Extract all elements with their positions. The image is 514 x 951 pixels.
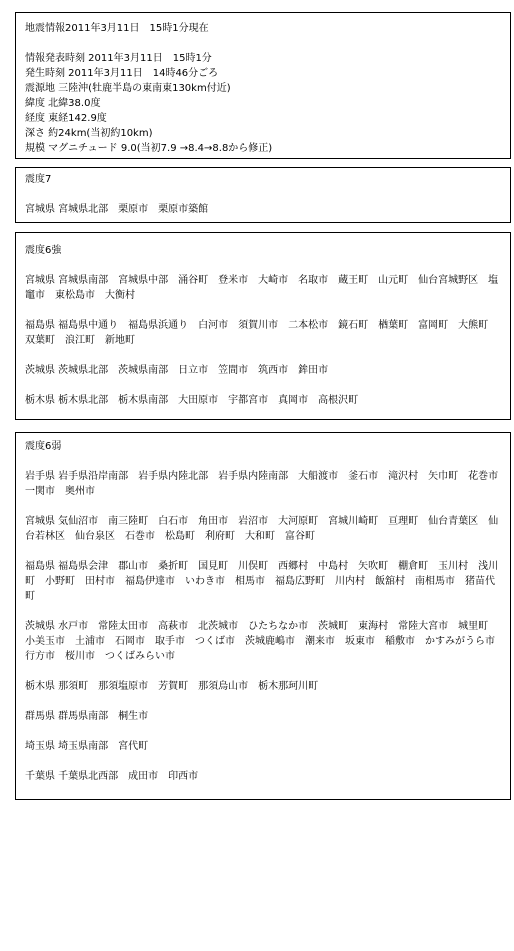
announcement-time: 情報発表時刻 2011年3月11日 15時1分 (25, 53, 212, 64)
earthquake-info-panel (15, 12, 511, 159)
prefecture-group-iwate: 岩手県 岩手県沿岸南部 岩手県内陸北部 岩手県内陸南部 大船渡市 釜石市 滝沢村 矢巾町 花巻市 一関市 奥州市 (25, 471, 509, 497)
shindo-6-upper-heading: 震度6強 (25, 245, 62, 256)
prefecture-group-miyagi: 宮城県 宮城県南部 宮城県中部 涌谷町 登米市 大崎市 名取市 蔵王町 山元町 仙台宮城野区 塩竈市 東松島市 大衡村 (25, 275, 499, 301)
latitude: 緯度 北緯38.0度 (25, 98, 101, 109)
prefecture-group-chiba: 千葉県 千葉県北西部 成田市 印西市 (25, 771, 199, 782)
prefecture-group-gunma: 群馬県 群馬県南部 桐生市 (25, 711, 149, 722)
shindo-7-heading: 震度7 (25, 174, 52, 185)
shindo-6-lower-heading: 震度6弱 (25, 441, 62, 452)
prefecture-group-tochigi: 栃木県 栃木県北部 栃木県南部 大田原市 宇都宮市 真岡市 高根沢町 (25, 395, 359, 406)
prefecture-group-miyagi: 宮城県 気仙沼市 南三陸町 白石市 角田市 岩沼市 大河原町 宮城川崎町 亘理町 仙台青葉区 仙台若林区 仙台泉区 石巻市 松島町 利府町 大和町 富谷町 (25, 516, 499, 542)
shindo-6-upper-panel (15, 232, 511, 420)
prefecture-group-fukushima: 福島県 福島県会津 郡山市 桑折町 国見町 川俣町 西郷村 中島村 矢吹町 棚倉町 玉川村 浅川町 小野町 田村市 福島伊達市 いわき市 相馬市 福島広野町 川内村 飯舘村 南相馬市 猪苗代町 (25, 561, 499, 602)
magnitude: 規模 マグニチュード 9.0(当初7.9 →8.4→8.8から修正) (25, 143, 273, 154)
longitude: 経度 東経142.9度 (25, 113, 107, 124)
epicenter: 震源地 三陸沖(牡鹿半島の東南東130km付近) (25, 83, 231, 94)
info-title: 地震情報2011年3月11日 15時1分現在 (25, 23, 209, 34)
shindo-6-lower-panel (15, 432, 511, 800)
depth: 深さ 約24km(当初約10km) (25, 128, 153, 139)
shindo-7-panel (15, 167, 511, 223)
spacer (25, 36, 504, 51)
prefecture-group-fukushima: 福島県 福島県中通り 福島県浜通り 白河市 須賀川市 二本松市 鏡石町 楢葉町 富岡町 大熊町 双葉町 浪江町 新地町 (25, 320, 499, 346)
occurrence-time: 発生時刻 2011年3月11日 14時46分ごろ (25, 68, 219, 79)
prefecture-group-saitama: 埼玉県 埼玉県南部 宮代町 (25, 741, 149, 752)
prefecture-group-ibaraki: 茨城県 茨城県北部 茨城県南部 日立市 笠間市 筑西市 鉾田市 (25, 365, 329, 376)
prefecture-group-miyagi: 宮城県 宮城県北部 栗原市 栗原市築館 (25, 204, 209, 215)
prefecture-group-ibaraki: 茨城県 水戸市 常陸太田市 高萩市 北茨城市 ひたちなか市 茨城町 東海村 常陸大宮市 城里町 小美玉市 土浦市 石岡市 取手市 つくば市 茨城鹿嶋市 潮来市 坂東市 稲敷市 かすみがうら市 行方市 桜川市 つくばみらい市 (25, 621, 505, 662)
prefecture-group-tochigi: 栃木県 那須町 那須塩原市 芳賀町 那須烏山市 栃木那珂川町 (25, 681, 319, 692)
